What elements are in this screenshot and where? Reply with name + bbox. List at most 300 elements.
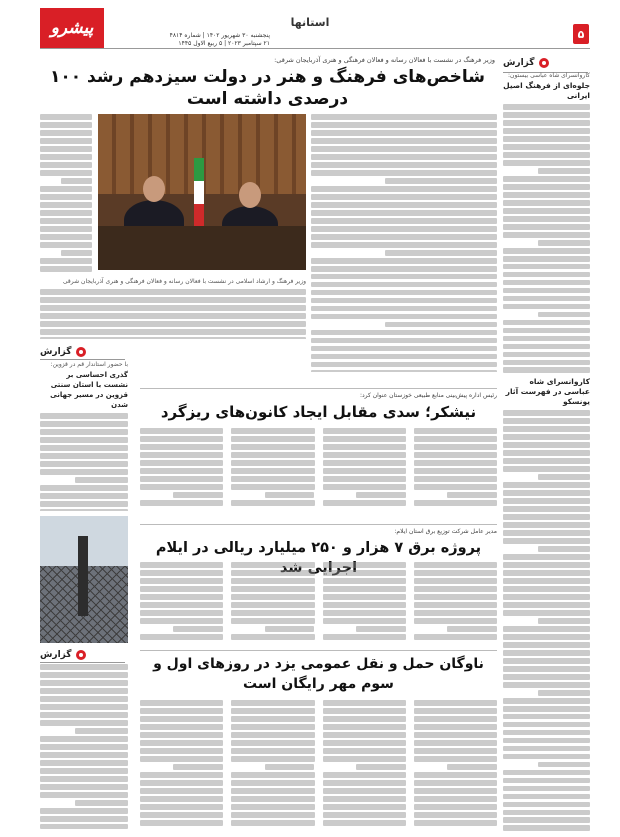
text-line [40,154,92,160]
text-line [40,712,128,718]
text-line [40,313,306,319]
text-line [503,256,590,262]
text-line [231,780,314,786]
text-line [311,370,497,373]
text-line [311,162,497,168]
sidebar-column [503,72,590,832]
text-line [311,346,497,352]
lead-body [40,289,306,339]
text-line [503,224,590,230]
text-line [231,602,314,608]
text-line [40,297,306,303]
text-line [140,436,223,442]
text-line [311,282,497,288]
text-line [40,768,128,774]
story2-kicker: رئیس اداره پیش‌بینی منابع طبیعی خوزستان عنوان کرد: [359,392,497,399]
text-line [356,764,406,770]
text-line [323,586,406,592]
text-line [323,740,406,746]
text-line [311,242,497,248]
text-line [503,434,590,440]
text-line [311,146,497,152]
text-line [503,466,590,472]
text-line [323,820,406,826]
text-line [323,716,406,722]
text-line [323,484,406,490]
text-line [231,428,314,434]
text-line [538,546,590,552]
text-line [414,820,497,826]
text-line [40,696,128,702]
text-line [503,530,590,536]
text-line [311,154,497,160]
text-line [140,812,223,818]
text-column [231,562,314,642]
story4-body [140,700,497,832]
text-line [414,812,497,818]
text-line [385,178,497,184]
text-line [40,321,306,327]
text-line [503,698,590,704]
sidebar-tag-label: گزارش [503,58,535,68]
text-line [503,722,590,728]
text-line [140,578,223,584]
text-column [414,428,497,512]
text-line [503,778,590,784]
text-line [414,578,497,584]
text-line [40,218,92,224]
text-line [311,314,497,320]
text-line [231,812,314,818]
text-line [140,716,223,722]
text-line [323,610,406,616]
text-line [75,728,128,734]
text-line [311,202,497,208]
text-line [231,772,314,778]
text-line [40,808,128,814]
text-line [40,437,128,443]
text-line [231,732,314,738]
body-text [503,104,590,373]
text-line [385,322,497,328]
text-line [503,144,590,150]
lead-body [40,114,92,274]
text-line [40,816,128,822]
text-line [503,658,590,664]
text-line [414,586,497,592]
text-line [231,562,314,568]
text-line [40,337,306,339]
tower-shape [78,536,88,616]
text-line [503,192,590,198]
text-line [140,610,223,616]
text-line [503,522,590,528]
text-line [140,820,223,826]
lead-headline: شاخص‌های فرهنگ و هنر در دولت سیزدهم رشد ۱۰۰ درصدی داشته است [49,67,486,109]
text-line [323,772,406,778]
text-line [311,130,497,136]
text-column [311,370,497,373]
text-line [231,716,314,722]
text-line [40,421,128,427]
left-report-box [40,361,128,511]
text-line [503,746,590,752]
text-line [503,738,590,744]
text-line [40,736,128,742]
text-line [40,744,128,750]
date-line: پنجشنبه ۳۰ شهریور ۱۴۰۲ | شماره ۴۸۱۴ [169,32,270,39]
text-line [503,120,590,126]
text-line [40,226,92,232]
report-icon [539,58,549,68]
text-line [231,476,314,482]
text-line [503,706,590,712]
text-line [61,250,92,256]
date-block [110,32,270,48]
text-line [503,490,590,496]
text-line [311,362,497,368]
text-line [323,444,406,450]
text-line [311,226,497,232]
sidebar-subhead: کاروانسرای شاه عباسی در فهرست آثار یونسکو [505,377,590,407]
text-line [503,802,590,808]
text-line [140,780,223,786]
text-column [414,562,497,642]
text-line [140,700,223,706]
lead-body [311,114,497,372]
text-line [40,672,128,678]
text-column [311,114,497,367]
text-line [503,208,590,214]
text-line [311,330,497,336]
text-line [231,756,314,762]
text-line [323,602,406,608]
text-column [323,428,406,512]
text-line [40,501,128,507]
text-line [503,152,590,158]
text-line [323,436,406,442]
text-line [40,509,128,511]
text-line [311,266,497,272]
text-line [40,752,128,758]
text-line [265,492,315,498]
text-line [40,266,92,272]
text-line [311,290,497,296]
text-line [414,732,497,738]
text-line [40,792,128,798]
text-line [414,610,497,616]
text-line [311,186,497,192]
body-text [503,410,590,832]
text-line [503,578,590,584]
text-line [503,498,590,504]
report-icon [76,650,86,660]
text-column [40,337,306,339]
text-line [503,216,590,222]
date-line: ۲۱ سپتامبر ۲۰۲۳ | ۵ ربیع الاول ۱۴۴۵ [178,40,270,47]
text-line [231,460,314,466]
text-line [231,468,314,474]
table-shape [98,226,306,270]
text-line [231,788,314,794]
text-line [75,477,128,483]
text-line [414,708,497,714]
text-line [323,756,406,762]
text-line [503,570,590,576]
text-line [323,452,406,458]
text-line [311,298,497,304]
text-line [40,784,128,790]
text-line [503,506,590,512]
left-tag-label: گزارش [40,650,72,660]
text-line [414,716,497,722]
text-column [323,700,406,832]
text-line [538,618,590,624]
text-line [503,442,590,448]
left-report-tag-2 [40,648,125,663]
text-line [503,136,590,142]
text-line [311,114,497,120]
text-column [414,700,497,832]
text-line [414,804,497,810]
text-line [231,444,314,450]
text-line [414,562,497,568]
text-column [231,428,314,512]
text-line [75,800,128,806]
text-line [538,312,590,318]
text-line [503,336,590,342]
text-line [414,788,497,794]
text-line [311,258,497,264]
text-line [40,461,128,467]
text-line [323,748,406,754]
text-line [140,634,223,640]
story3-body [140,562,497,642]
text-line [231,500,314,506]
text-line [323,780,406,786]
text-line [40,289,306,295]
story3-kicker: مدیر عامل شرکت توزیع برق استان ایلام: [394,528,497,535]
text-column [231,700,314,832]
section-divider [140,388,497,389]
text-line [140,476,223,482]
text-line [40,453,128,459]
text-line [503,450,590,456]
text-line [231,700,314,706]
story4-headline: ناوگان حمل و نقل عمومی یزد در روزهای اول و سوم مهر رایگان است [153,656,484,692]
text-line [140,772,223,778]
text-line [231,594,314,600]
text-line [385,250,497,256]
text-line [323,732,406,738]
text-line [311,138,497,144]
text-line [503,288,590,294]
text-line [414,570,497,576]
section-title: استانها [290,16,330,29]
text-line [140,460,223,466]
text-line [40,680,128,686]
text-line [140,586,223,592]
text-line [414,724,497,730]
text-line [503,304,590,310]
lead-kicker: وزیر فرهنگ در نشست با فعالان رسانه و فعالان فرهنگی و هنری آذربایجان شرقی: [274,56,495,64]
text-line [40,194,92,200]
body-text [40,413,128,511]
text-line [503,562,590,568]
text-line [503,730,590,736]
section-divider [140,524,497,525]
text-line [40,210,92,216]
text-line [503,104,590,110]
text-line [311,338,497,344]
text-line [414,740,497,746]
text-line [140,428,223,434]
text-line [503,272,590,278]
text-line [414,452,497,458]
text-line [503,280,590,286]
newspaper-logo: پیشرو [40,8,104,48]
text-line [323,618,406,624]
text-line [414,460,497,466]
text-line [140,740,223,746]
text-line [414,796,497,802]
text-line [140,748,223,754]
text-line [503,602,590,608]
text-line [40,493,128,499]
text-column [140,562,223,642]
power-tower-photo [40,516,128,643]
text-line [140,484,223,490]
text-line [503,418,590,424]
sidebar-headline: جلوه‌ای از فرهنگ اصیل ایرانی [503,81,590,100]
text-line [323,804,406,810]
page-number-badge: ۵ [573,24,589,44]
sidebar-kicker: کاروانسرای شاه عباسی بیستون: [508,72,590,79]
text-line [173,626,223,632]
text-line [503,160,590,166]
text-line [140,562,223,568]
text-line [503,714,590,720]
text-line [323,500,406,506]
text-line [503,626,590,632]
text-line [40,162,92,168]
text-line [503,754,590,760]
text-line [503,634,590,640]
text-line [503,264,590,270]
text-line [503,650,590,656]
text-line [265,626,315,632]
text-line [231,708,314,714]
text-line [414,756,497,762]
text-line [503,794,590,800]
text-line [140,444,223,450]
text-line [140,570,223,576]
text-line [323,562,406,568]
text-line [40,146,92,152]
flag-shape [194,158,204,228]
text-line [447,492,497,498]
text-line [140,500,223,506]
text-line [140,452,223,458]
left-tag-label: گزارش [40,347,72,357]
text-line [231,618,314,624]
text-line [40,704,128,710]
left-report-box-2 [40,664,128,832]
sidebar-report-tag [503,56,588,73]
text-line [323,460,406,466]
text-line [140,804,223,810]
text-line [140,788,223,794]
text-line [231,484,314,490]
text-line [323,812,406,818]
header-rule [40,48,590,49]
text-line [40,186,92,192]
text-line [40,258,92,264]
text-line [311,234,497,240]
text-line [265,764,315,770]
text-line [503,682,590,688]
text-line [40,776,128,782]
left-headline: گذری احساسی بر نشست با استان سنتی قزوین در مسیر جهانی شدن [50,371,128,409]
text-line [323,708,406,714]
text-line [40,202,92,208]
text-line [323,476,406,482]
text-line [231,804,314,810]
text-line [503,538,590,544]
story3-headline: پروژه برق ۷ هزار و ۲۵۰ میلیارد ریالی در ایلام اجرایی شد [155,540,482,576]
text-line [231,610,314,616]
text-line [503,674,590,680]
text-line [503,367,590,373]
text-line [503,642,590,648]
text-line [311,194,497,200]
text-line [311,218,497,224]
text-line [356,626,406,632]
text-line [414,468,497,474]
text-line [173,764,223,770]
text-line [40,429,128,435]
text-line [538,240,590,246]
text-line [323,594,406,600]
text-line [40,130,92,136]
text-line [231,452,314,458]
story2-body [140,428,497,512]
text-line [503,344,590,350]
text-line [414,476,497,482]
text-line [40,469,128,475]
text-line [231,740,314,746]
text-column [140,700,223,832]
text-line [323,428,406,434]
text-line [503,320,590,326]
text-line [503,554,590,560]
text-line [538,168,590,174]
text-line [414,700,497,706]
text-line [40,138,92,144]
text-line [414,618,497,624]
text-column [323,562,406,642]
text-line [538,474,590,480]
text-line [231,570,314,576]
text-line [140,756,223,762]
text-line [503,184,590,190]
text-line [40,234,92,240]
text-line [503,610,590,616]
text-line [40,664,128,670]
text-line [231,578,314,584]
text-line [311,306,497,312]
text-line [231,724,314,730]
